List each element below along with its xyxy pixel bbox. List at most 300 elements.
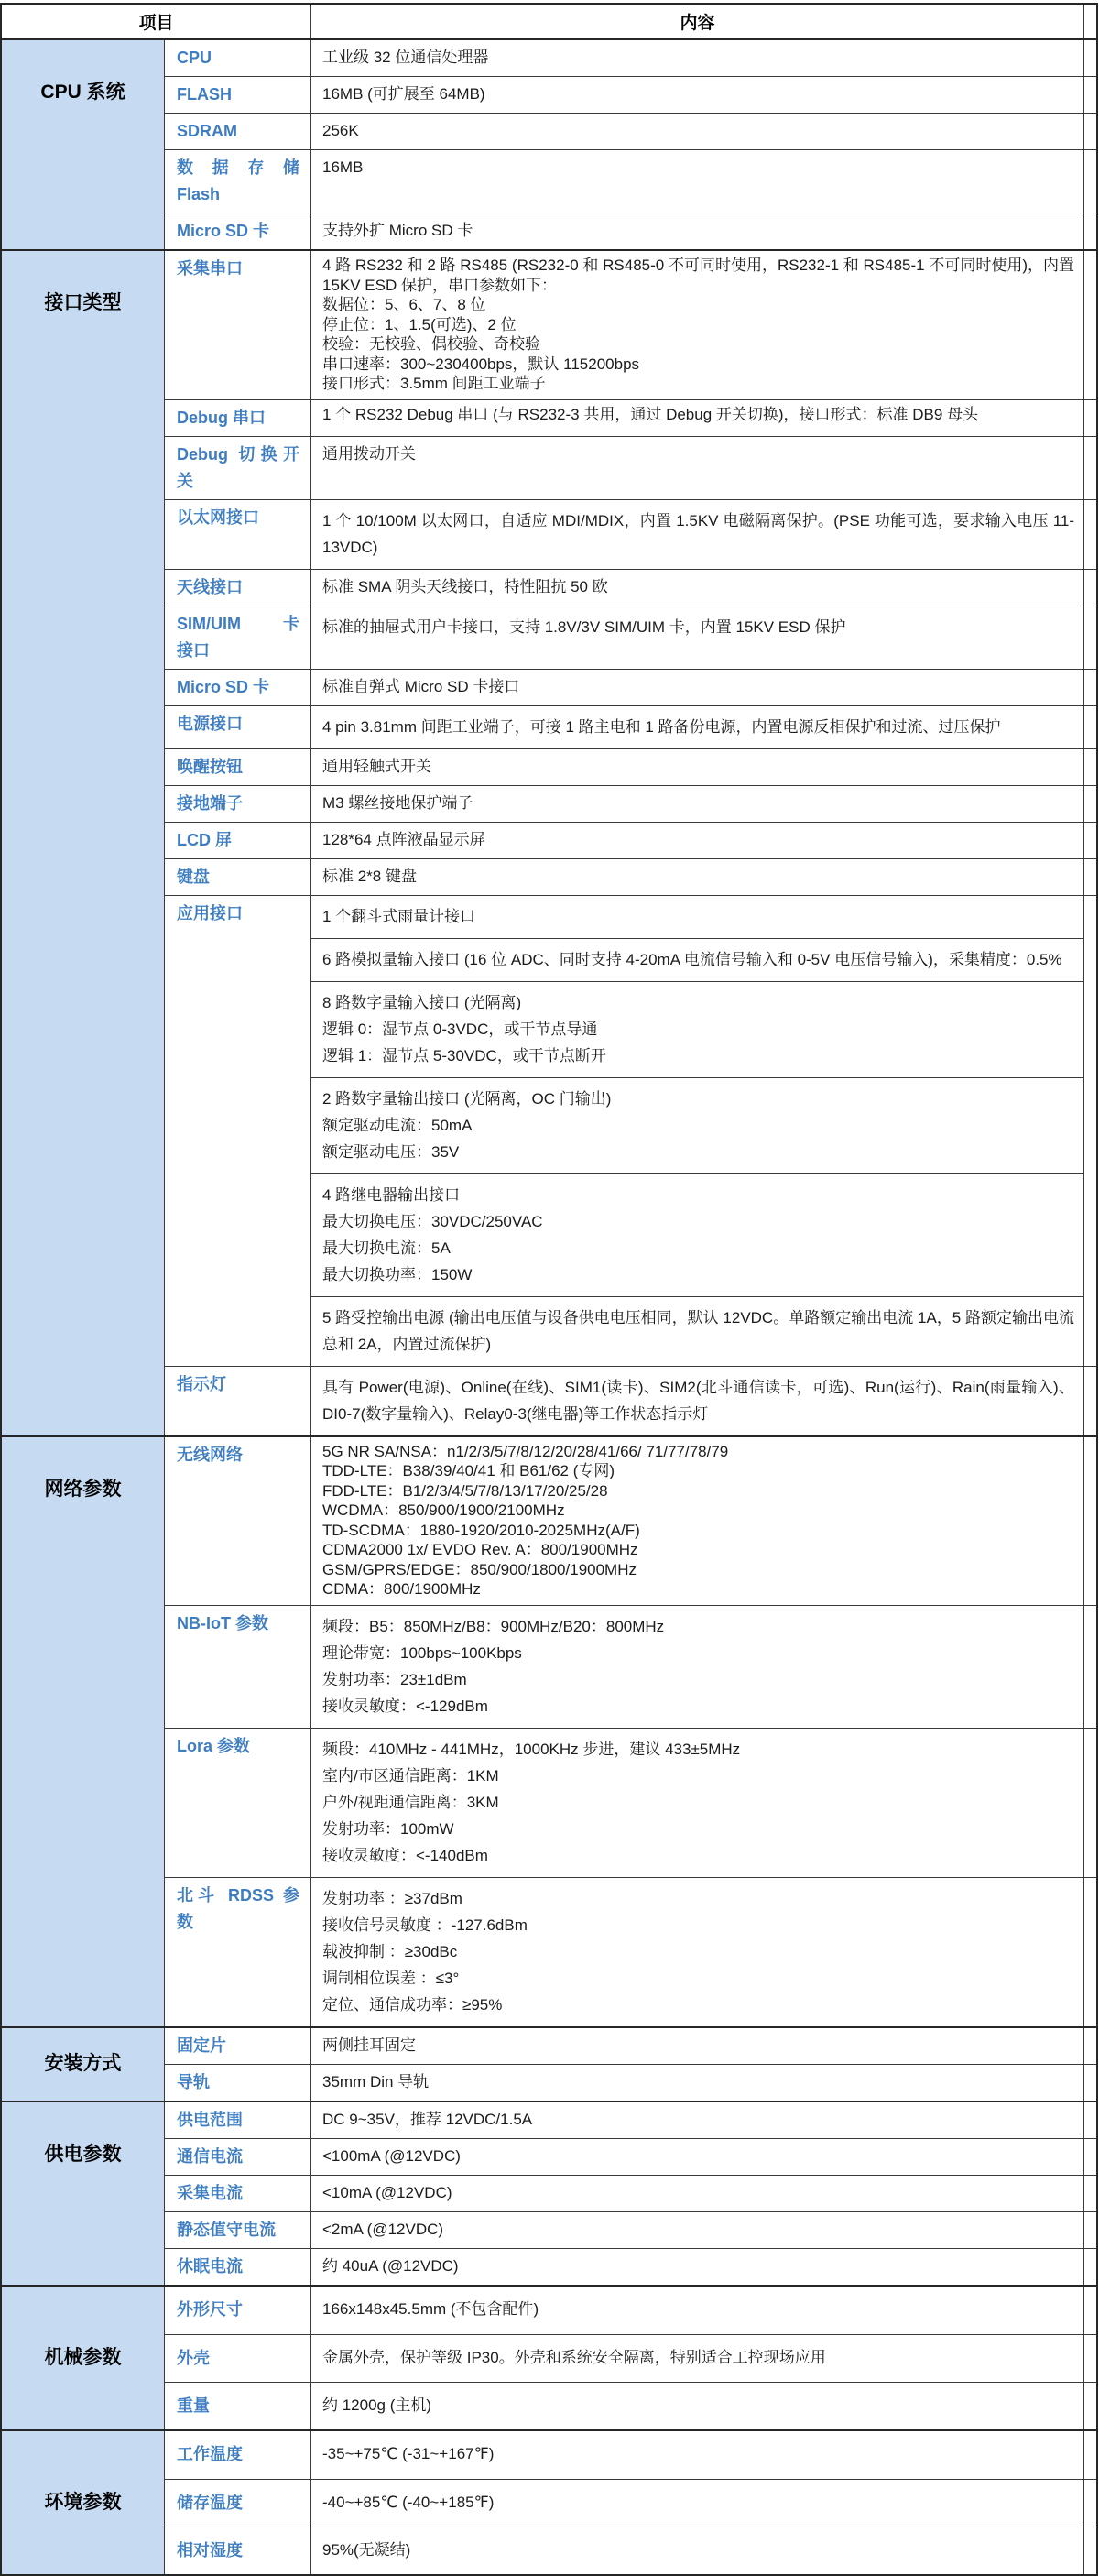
table-row bbox=[165, 858, 1096, 895]
table-row bbox=[165, 2211, 1096, 2248]
table-row bbox=[165, 436, 1096, 499]
content-subcell bbox=[311, 606, 1083, 649]
param-cell bbox=[165, 2249, 311, 2285]
content-cell bbox=[311, 1729, 1084, 1877]
spec-line: 最大切换功率：150W bbox=[322, 1265, 473, 1283]
param-cell bbox=[165, 77, 311, 113]
table-row bbox=[165, 499, 1096, 569]
table-row bbox=[165, 2431, 1096, 2479]
content-subcell bbox=[311, 749, 1083, 784]
spec-line: -40~+85℃ (-40~+185℉) bbox=[322, 2493, 495, 2511]
spec-line: 1 个 10/100M 以太网口，自适应 MDI/MDIX，内置 1.5KV 电磁隔离保护。(PSE 功能可选，要求输入电压 11-13VDC) bbox=[322, 511, 1074, 556]
table-row bbox=[165, 606, 1096, 669]
param-cell bbox=[165, 1878, 311, 2026]
rail-cell bbox=[1084, 2212, 1096, 2248]
content-cell bbox=[311, 2028, 1084, 2064]
param-cell bbox=[165, 213, 311, 249]
spec-line: 数据位：5、6、7、8 位 bbox=[322, 296, 486, 313]
spec-line: CDMA2000 1x/ EVDO Rev. A：800/1900MHz bbox=[322, 1541, 638, 1558]
table-row bbox=[165, 748, 1096, 785]
section-rows bbox=[165, 40, 1096, 249]
spec-line: 通用轻触式开关 bbox=[322, 757, 431, 775]
rail-cell bbox=[1084, 896, 1096, 1366]
header-cell-content: 内容 bbox=[311, 5, 1084, 38]
table-row bbox=[165, 149, 1096, 213]
spec-line: 两侧挂耳固定 bbox=[322, 2036, 416, 2054]
param-cell bbox=[165, 859, 311, 895]
content-subcell bbox=[311, 213, 1083, 248]
content-cell bbox=[311, 77, 1084, 113]
param-cell bbox=[165, 1367, 311, 1435]
table-row bbox=[165, 1728, 1096, 1877]
spec-line: 最大切换电压：30VDC/250VAC bbox=[322, 1212, 543, 1230]
table-row bbox=[165, 40, 1096, 76]
rail-cell bbox=[1084, 1437, 1096, 1605]
rail-cell bbox=[1084, 2139, 1096, 2175]
spec-line: 8 路数字量输入接口 (光隔离) bbox=[322, 993, 522, 1011]
table-row bbox=[165, 785, 1096, 822]
param-line: 接口 bbox=[177, 640, 210, 660]
param-line: 无线网络 bbox=[177, 1445, 243, 1464]
param-line: CPU bbox=[177, 49, 212, 67]
spec-line: 接收灵敏度：<-129dBm bbox=[322, 1697, 488, 1715]
rail-cell bbox=[1084, 500, 1096, 569]
spec-line: 5 路受控输出电源 (输出电压值与设备供电电压相同，默认 12VDC。单路额定输出电流 1A，5 路额定输出电流总和 2A，内置过流保护) bbox=[322, 1308, 1074, 1353]
param-cell bbox=[165, 786, 311, 822]
param-line: 固定片 bbox=[177, 2036, 226, 2055]
spec-line: 最大切换电流：5A bbox=[322, 1239, 451, 1257]
content-subcell bbox=[311, 40, 1083, 75]
spec-line: 频段：B5：850MHz/B8：900MHz/B20：800MHz bbox=[322, 1617, 665, 1635]
param-cell bbox=[165, 2431, 311, 2479]
content-subcell bbox=[311, 150, 1083, 185]
content-cell bbox=[311, 500, 1084, 569]
param-line: 接地端子 bbox=[177, 793, 243, 813]
table-row bbox=[165, 2248, 1096, 2285]
spec-line: 串口速率：300~230400bps，默认 115200bps bbox=[322, 355, 640, 373]
category-label: 安装方式 bbox=[44, 2053, 122, 2074]
section-rows bbox=[165, 1437, 1096, 2026]
param-line: Lora 参数 bbox=[177, 1736, 251, 1755]
spec-line: 逻辑 0：湿节点 0-3VDC，或干节点导通 bbox=[322, 1020, 598, 1038]
rail-cell bbox=[1084, 2431, 1096, 2479]
rail-cell bbox=[1084, 213, 1096, 249]
spec-line: 工业级 32 位通信处理器 bbox=[322, 49, 489, 66]
content-cell bbox=[311, 1437, 1084, 1605]
spec-line: 理论带宽：100bps~100Kbps bbox=[322, 1643, 522, 1662]
param-cell bbox=[165, 606, 311, 669]
rail-cell bbox=[1084, 251, 1096, 399]
spec-line: 频段：410MHz - 441MHz，1000KHz 步进，建议 433±5MHz bbox=[322, 1740, 741, 1758]
content-cell bbox=[311, 2480, 1084, 2527]
section-rows bbox=[165, 2287, 1096, 2429]
param-line: NB-IoT 参数 bbox=[177, 1613, 268, 1632]
category-label: 机械参数 bbox=[44, 2346, 122, 2368]
rail-cell bbox=[1084, 606, 1096, 669]
spec-line: FDD-LTE：B1/2/3/4/5/7/8/13/17/20/25/28 bbox=[322, 1481, 608, 1500]
spec-line: -35~+75℃ (-31~+167℉) bbox=[322, 2444, 495, 2462]
param-line: 数 据 存 储 bbox=[177, 158, 299, 177]
spec-line: 2 路数字量输出接口 (光隔离，OC 门输出) bbox=[322, 1089, 612, 1108]
content-subcell bbox=[311, 2480, 1083, 2520]
rail-cell bbox=[1084, 2480, 1096, 2527]
spec-line: 支持外扩 Micro SD 卡 bbox=[322, 222, 473, 239]
content-cell bbox=[311, 2102, 1084, 2138]
header-cell-item: 项目 bbox=[2, 5, 311, 38]
rail-cell bbox=[1084, 1606, 1096, 1728]
param-cell bbox=[165, 437, 311, 499]
section-rows bbox=[165, 2028, 1096, 2101]
spec-line: 标准自弹式 Micro SD 卡接口 bbox=[322, 677, 520, 695]
param-cell bbox=[165, 2335, 311, 2382]
category-label: 网络参数 bbox=[44, 1478, 122, 1500]
content-subcell bbox=[311, 1296, 1083, 1366]
param-cell bbox=[165, 2102, 311, 2138]
param-line: 关 bbox=[177, 471, 193, 490]
rail-cell bbox=[1084, 786, 1096, 822]
table-row bbox=[165, 2479, 1096, 2527]
param-line: Micro SD 卡 bbox=[177, 222, 270, 240]
category-cell bbox=[2, 251, 165, 1435]
content-cell bbox=[311, 859, 1084, 895]
table-row bbox=[165, 2102, 1096, 2138]
spec-line: 发射功率 ：≥37dBm bbox=[322, 1889, 462, 1907]
content-cell bbox=[311, 606, 1084, 669]
content-subcell bbox=[311, 77, 1083, 112]
spec-line: 室内/市区通信距离：1KM bbox=[322, 1766, 499, 1785]
table-row bbox=[165, 213, 1096, 249]
content-subcell bbox=[311, 2028, 1083, 2063]
param-line: Flash bbox=[177, 185, 221, 203]
param-line: 供电范围 bbox=[177, 2110, 243, 2129]
rail-cell bbox=[1084, 400, 1096, 436]
table-row bbox=[165, 2527, 1096, 2574]
header-rail-cell bbox=[1084, 5, 1096, 38]
table-row bbox=[165, 2064, 1096, 2101]
param-cell bbox=[165, 1729, 311, 1877]
rail-cell bbox=[1084, 1367, 1096, 1435]
table-row bbox=[165, 2287, 1096, 2334]
spec-line: 通用拨动开关 bbox=[322, 444, 416, 463]
param-line: 键盘 bbox=[177, 867, 210, 886]
content-cell bbox=[311, 1367, 1084, 1435]
rail-cell bbox=[1084, 859, 1096, 895]
spec-line: 额定驱动电流：50mA bbox=[322, 1116, 473, 1134]
section bbox=[2, 2026, 1096, 2101]
param-cell bbox=[165, 251, 311, 399]
param-cell bbox=[165, 2139, 311, 2175]
param-cell bbox=[165, 2065, 311, 2101]
table-row bbox=[165, 1605, 1096, 1728]
spec-line: 定位、通信成功率：≥95% bbox=[322, 1995, 503, 2014]
param-line: 休眠电流 bbox=[177, 2256, 243, 2276]
spec-line: 4 pin 3.81mm 间距工业端子，可接 1 路主电和 1 路备份电源，内置电源反相保护和过流、过压保护 bbox=[322, 717, 1001, 736]
rail-cell bbox=[1084, 40, 1096, 76]
param-cell bbox=[165, 670, 311, 705]
rail-cell bbox=[1084, 570, 1096, 606]
param-cell bbox=[165, 400, 311, 436]
param-cell bbox=[165, 500, 311, 569]
table-row bbox=[165, 895, 1096, 1366]
content-subcell bbox=[311, 981, 1083, 1077]
param-line: 相对湿度 bbox=[177, 2540, 243, 2560]
table-row bbox=[165, 1366, 1096, 1435]
section bbox=[2, 1435, 1096, 2026]
param-line: 重量 bbox=[177, 2396, 210, 2415]
content-subcell bbox=[311, 2102, 1083, 2137]
spec-line: 4 路继电器输出接口 bbox=[322, 1185, 461, 1204]
spec-line: 4 路 RS232 和 2 路 RS485 (RS232-0 和 RS485-0 不可同时使用，RS232-1 和 RS485-1 不可同时使用)，内置 15KV ESD 保护，串口参数如下： bbox=[322, 257, 1074, 294]
content-subcell bbox=[311, 823, 1083, 857]
param-line: Micro SD 卡 bbox=[177, 677, 270, 696]
content-subcell bbox=[311, 1729, 1083, 1877]
rail-cell bbox=[1084, 1729, 1096, 1877]
content-subcell bbox=[311, 400, 1083, 431]
param-cell bbox=[165, 2028, 311, 2064]
param-cell bbox=[165, 40, 311, 76]
table-row bbox=[165, 251, 1096, 399]
spec-line: DC 9~35V，推荐 12VDC/1.5A bbox=[322, 2110, 533, 2128]
category-cell bbox=[2, 2028, 165, 2101]
param-line: 电源接口 bbox=[177, 714, 243, 733]
spec-line: 1 个 RS232 Debug 串口 (与 RS232-3 共用，通过 Debug 开关切换)，接口形式：标准 DB9 母头 bbox=[322, 405, 979, 423]
content-cell bbox=[311, 213, 1084, 249]
param-line: 静态值守电流 bbox=[177, 2220, 276, 2239]
content-cell bbox=[311, 40, 1084, 76]
content-subcell bbox=[311, 670, 1083, 704]
category-label: CPU 系统 bbox=[40, 82, 125, 103]
spec-line: 16MB (可扩展至 64MB) bbox=[322, 85, 485, 103]
rail-cell bbox=[1084, 2065, 1096, 2101]
content-subcell bbox=[311, 2383, 1083, 2423]
param-cell bbox=[165, 2480, 311, 2527]
content-cell bbox=[311, 2335, 1084, 2382]
spec-line: 调制相位误差 ：≤3° bbox=[322, 1969, 460, 1987]
category-cell bbox=[2, 1437, 165, 2026]
content-subcell bbox=[311, 1367, 1083, 1435]
section bbox=[2, 2101, 1096, 2285]
spec-line: 接收信号灵敏度 ：-127.6dBm bbox=[322, 1916, 528, 1934]
param-cell bbox=[165, 2212, 311, 2248]
rail-cell bbox=[1084, 2527, 1096, 2574]
spec-line: WCDMA：850/900/1900/2100MHz bbox=[322, 1501, 565, 1519]
spec-line: 16MB bbox=[322, 158, 364, 176]
param-cell bbox=[165, 2287, 311, 2334]
spec-line: 166x148x45.5mm (不包含配件) bbox=[322, 2299, 539, 2318]
param-line: 数 bbox=[177, 1912, 193, 1931]
spec-line: 6 路模拟量输入接口 (16 位 ADC、同时支持 4-20mA 电流信号输入和 0-5V 电压信号输入)，采集精度：0.5% bbox=[322, 950, 1062, 968]
rail-cell bbox=[1084, 2335, 1096, 2382]
table-row bbox=[165, 2175, 1096, 2211]
param-cell bbox=[165, 2383, 311, 2429]
param-line: 北斗 RDSS 参 bbox=[177, 1885, 299, 1905]
category-label: 环境参数 bbox=[44, 2491, 122, 2513]
param-cell bbox=[165, 2176, 311, 2211]
spec-table bbox=[0, 3, 1098, 2576]
rail-cell bbox=[1084, 437, 1096, 499]
spec-line: TD-SCDMA：1880-1920/2010-2025MHz(A/F) bbox=[322, 1521, 640, 1539]
rail-cell bbox=[1084, 2287, 1096, 2334]
content-subcell bbox=[311, 570, 1083, 605]
content-subcell bbox=[311, 896, 1083, 938]
spec-line: GSM/GPRS/EDGE：850/900/1800/1900MHz bbox=[322, 1560, 637, 1578]
section bbox=[2, 249, 1096, 1435]
content-subcell bbox=[311, 2212, 1083, 2247]
spec-line: 256K bbox=[322, 122, 359, 139]
content-subcell bbox=[311, 1606, 1083, 1728]
content-cell bbox=[311, 2139, 1084, 2175]
content-cell bbox=[311, 786, 1084, 822]
category-cell bbox=[2, 40, 165, 249]
param-line: SIM/UIM 卡 bbox=[177, 614, 299, 633]
content-subcell bbox=[311, 1173, 1083, 1296]
rail-cell bbox=[1084, 2176, 1096, 2211]
content-subcell bbox=[311, 2287, 1083, 2327]
param-line: 储存温度 bbox=[177, 2493, 243, 2512]
param-line: 导轨 bbox=[177, 2072, 210, 2091]
param-cell bbox=[165, 749, 311, 785]
category-cell bbox=[2, 2102, 165, 2285]
content-subcell bbox=[311, 1437, 1083, 1605]
section bbox=[2, 2429, 1096, 2574]
content-subcell bbox=[311, 938, 1083, 981]
spec-line: 约 1200g (主机) bbox=[322, 2396, 432, 2414]
content-cell bbox=[311, 400, 1084, 436]
param-line: 采集电流 bbox=[177, 2183, 243, 2202]
content-subcell bbox=[311, 500, 1083, 569]
table-row bbox=[165, 1437, 1096, 1605]
content-cell bbox=[311, 2212, 1084, 2248]
spec-line: 128*64 点阵液晶显示屏 bbox=[322, 830, 485, 848]
table-row bbox=[165, 2138, 1096, 2175]
param-cell bbox=[165, 706, 311, 748]
spec-line: 标准 SMA 阴头天线接口，特性阻抗 50 欧 bbox=[322, 577, 608, 595]
param-line: SDRAM bbox=[177, 122, 237, 140]
spec-line: 户外/视距通信距离：3KM bbox=[322, 1793, 499, 1811]
param-line: LCD 屏 bbox=[177, 830, 232, 849]
section bbox=[2, 2285, 1096, 2429]
rail-cell bbox=[1084, 670, 1096, 705]
rail-cell bbox=[1084, 823, 1096, 858]
param-line: 外形尺寸 bbox=[177, 2299, 243, 2319]
header-row bbox=[2, 5, 1096, 38]
content-cell bbox=[311, 2527, 1084, 2574]
rail-cell bbox=[1084, 2102, 1096, 2138]
spec-line: TDD-LTE：B38/39/40/41 和 B61/62 (专网) bbox=[322, 1462, 615, 1479]
spec-line: 5G NR SA/NSA：n1/2/3/5/7/8/12/20/28/41/66/ 71/77/78/79 bbox=[322, 1442, 729, 1460]
content-cell bbox=[311, 2065, 1084, 2101]
content-cell bbox=[311, 749, 1084, 785]
content-cell bbox=[311, 706, 1084, 748]
category-cell bbox=[2, 2287, 165, 2429]
content-cell bbox=[311, 2176, 1084, 2211]
spec-line: 金属外壳，保护等级 IP30。外壳和系统安全隔离，特别适合工控现场应用 bbox=[322, 2348, 826, 2366]
content-subcell bbox=[311, 2335, 1083, 2375]
spec-line: 停止位：1、1.5(可选)、2 位 bbox=[322, 315, 517, 333]
table-row bbox=[165, 399, 1096, 436]
content-subcell bbox=[311, 1878, 1083, 2026]
content-cell bbox=[311, 1606, 1084, 1728]
content-cell bbox=[311, 823, 1084, 858]
param-line: 外壳 bbox=[177, 2348, 210, 2367]
content-cell bbox=[311, 896, 1084, 1366]
spec-line: 接口形式：3.5mm 间距工业端子 bbox=[322, 375, 546, 392]
param-cell bbox=[165, 150, 311, 213]
param-line: 指示灯 bbox=[177, 1374, 226, 1393]
spec-line: 95%(无凝结) bbox=[322, 2540, 411, 2559]
table-row bbox=[165, 2028, 1096, 2064]
param-cell bbox=[165, 2527, 311, 2574]
rail-cell bbox=[1084, 114, 1096, 149]
section-rows bbox=[165, 2431, 1096, 2574]
content-subcell bbox=[311, 1077, 1083, 1173]
spec-line: 35mm Din 导轨 bbox=[322, 2072, 430, 2090]
table-row bbox=[165, 1877, 1096, 2026]
rail-cell bbox=[1084, 706, 1096, 748]
table-row bbox=[165, 705, 1096, 748]
spec-line: 发射功率：100mW bbox=[322, 1819, 454, 1838]
content-cell bbox=[311, 2383, 1084, 2429]
table-row bbox=[165, 669, 1096, 705]
table-row bbox=[165, 569, 1096, 606]
content-cell bbox=[311, 570, 1084, 606]
content-subcell bbox=[311, 251, 1083, 399]
param-cell bbox=[165, 570, 311, 606]
content-subcell bbox=[311, 2176, 1083, 2210]
content-cell bbox=[311, 437, 1084, 499]
content-subcell bbox=[311, 859, 1083, 894]
content-cell bbox=[311, 2249, 1084, 2285]
category-label: 接口类型 bbox=[44, 292, 122, 313]
category-cell bbox=[2, 2431, 165, 2574]
param-line: 以太网接口 bbox=[177, 508, 259, 527]
spec-line: 额定驱动电压：35V bbox=[322, 1142, 460, 1161]
param-cell bbox=[165, 1437, 311, 1605]
content-subcell bbox=[311, 2065, 1083, 2100]
rail-cell bbox=[1084, 150, 1096, 213]
section-rows bbox=[165, 251, 1096, 1435]
param-line: FLASH bbox=[177, 85, 232, 104]
rail-cell bbox=[1084, 749, 1096, 785]
spec-line: 逻辑 1：湿节点 5-30VDC，或干节点断开 bbox=[322, 1046, 606, 1064]
param-line: 采集串口 bbox=[177, 259, 243, 278]
param-line: 应用接口 bbox=[177, 903, 243, 922]
content-cell bbox=[311, 670, 1084, 705]
spec-line: M3 螺丝接地保护端子 bbox=[322, 793, 473, 812]
param-line: 通信电流 bbox=[177, 2146, 243, 2166]
param-cell bbox=[165, 114, 311, 149]
param-line: Debug 切换开 bbox=[177, 444, 299, 464]
spec-line: 1 个翻斗式雨量计接口 bbox=[322, 907, 476, 925]
content-subcell bbox=[311, 706, 1083, 748]
spec-line: 校验：无校验、偶校验、奇校验 bbox=[322, 335, 540, 353]
section-rows bbox=[165, 2102, 1096, 2285]
category-label: 供电参数 bbox=[44, 2143, 122, 2165]
table-row bbox=[165, 113, 1096, 149]
content-subcell bbox=[311, 2527, 1083, 2568]
content-subcell bbox=[311, 786, 1083, 821]
content-cell bbox=[311, 2287, 1084, 2334]
spec-line: 接收灵敏度：<-140dBm bbox=[322, 1846, 488, 1864]
content-cell bbox=[311, 251, 1084, 399]
rail-cell bbox=[1084, 1878, 1096, 2026]
spec-line: 标准的抽屉式用户卡接口，支持 1.8V/3V SIM/UIM 卡，内置 15KV ESD 保护 bbox=[322, 617, 846, 636]
spec-line: 发射功率：23±1dBm bbox=[322, 1670, 467, 1688]
content-cell bbox=[311, 2431, 1084, 2479]
content-cell bbox=[311, 150, 1084, 213]
content-cell bbox=[311, 114, 1084, 149]
content-subcell bbox=[311, 437, 1083, 472]
